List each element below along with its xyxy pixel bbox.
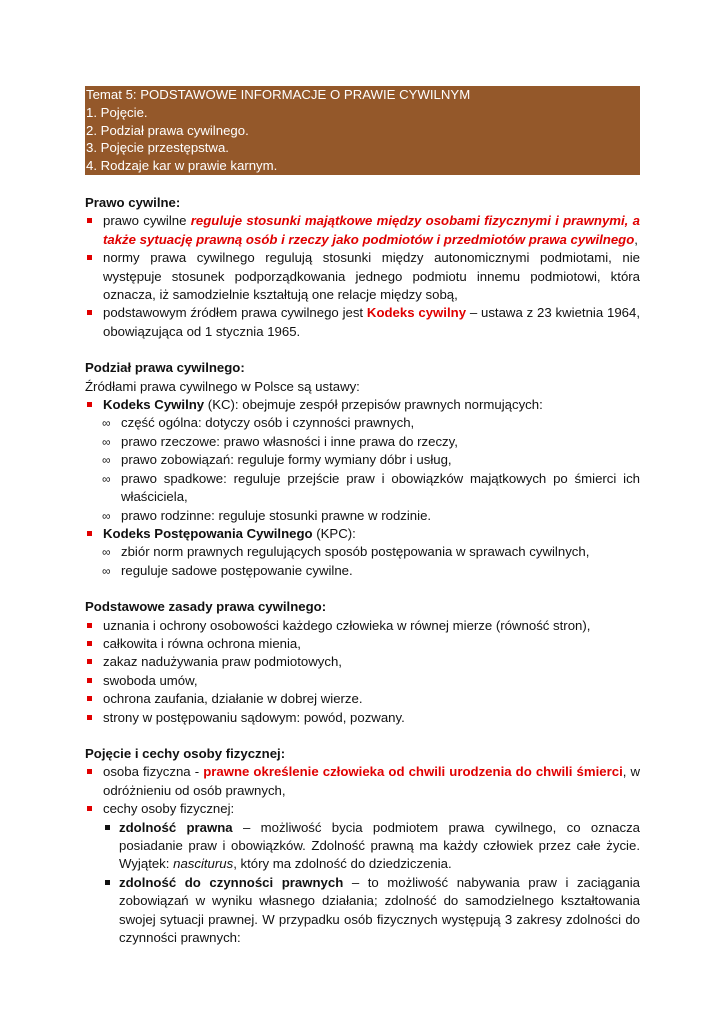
sub-list-item: ∞ prawo spadkowe: reguluje przejście praw i obowiązków majątkowych po śmierci ich właściciela,: [102, 470, 640, 505]
list-item: cechy osoby fizycznej:: [85, 800, 640, 818]
document-content: [85, 194, 640, 947]
list-item: swoboda umów,: [85, 672, 640, 690]
list-item: osoba fizyczna - prawne określenie człowieka od chwili urodzenia do chwili śmierci, w odróżnieniu od osób prawnych,: [85, 763, 640, 800]
list-item: zakaz nadużywania praw podmiotowych,: [85, 653, 640, 671]
sub-list-item: zdolność do czynności prawnych – to możliwość nabywania praw i zaciągania zobowiązań w wyniku własnego działania; zdolność do samodzielnego kształtowania swojej sytuacji prawnej. W przypadku osób fizycznych występują 3 zakresy zdolności do czynności prawnych:: [85, 874, 640, 948]
list-item: prawo cywilne reguluje stosunki majątkowe między osobami fizycznymi i prawnymi, a także sytuację prawną osób i rzeczy jako podmiotów i przedmiotów prawa cywilnego,: [85, 212, 640, 249]
topic-item: 2. Podział prawa cywilnego.: [86, 122, 249, 138]
topic-title: Temat 5: PODSTAWOWE INFORMACJE O PRAWIE CYWILNYM: [86, 87, 471, 102]
sub-list-item: zdolność prawna – możliwość bycia podmiotem prawa cywilnego, co oznacza posiadanie praw i obowiązków. Zdolność prawną ma każdy człowiek przez całe życie. Wyjątek: nasciturus, który ma zdolność do dziedziczenia.: [85, 819, 640, 874]
infinity-bullet-icon: ∞: [102, 416, 111, 431]
list-item-kpc: Kodeks Postępowania Cywilnego (KPC):: [85, 525, 640, 543]
topic-item: 3. Pojęcie przestępstwa.: [86, 140, 229, 156]
highlight-text: Kodeks cywilny: [366, 305, 467, 321]
list-item-kc: Kodeks Cywilny (KC): obejmuje zespół przepisów prawnych normujących:: [85, 396, 640, 414]
section-heading-prawo-cywilne: Prawo cywilne:: [85, 195, 181, 210]
infinity-bullet-icon: ∞: [102, 545, 111, 560]
list-item: normy prawa cywilnego regulują stosunki między autonomicznymi podmiotami, nie występuje stosunek podporządkowania jednego podmiotu innemu podmiotowi, która oznacza, iż samodzielnie kształtują one relacje między sobą,: [85, 249, 640, 304]
sub-list-item: ∞ część ogólna: dotyczy osób i czynności prawnych,: [85, 414, 640, 432]
sub-list-item: ∞ prawo rodzinne: reguluje stosunki prawne w rodzinie.: [85, 507, 640, 525]
infinity-bullet-icon: ∞: [102, 563, 111, 578]
sub-list-item: ∞ prawo zobowiązań: reguluje formy wymiany dóbr i usług,: [85, 451, 640, 469]
sub-list-item: ∞ prawo rzeczowe: prawo własności i inne prawa do rzeczy,: [85, 433, 640, 451]
infinity-bullet-icon: ∞: [102, 471, 111, 486]
list-item: ochrona zaufania, działanie w dobrej wierze.: [85, 690, 640, 708]
sub-list-item: ∞ reguluje sadowe postępowanie cywilne.: [85, 562, 640, 580]
highlight-text: reguluje stosunki majątkowe między osobami fizycznymi i prawnymi, a także sytuację prawną osób i rzeczy jako podmiotów i przedmiotów prawa cywilnego: [103, 213, 640, 247]
infinity-bullet-icon: ∞: [102, 508, 111, 523]
list-item: uznania i ochrony osobowości każdego człowieka w równej mierze (równość stron),: [85, 617, 640, 635]
infinity-bullet-icon: ∞: [102, 453, 111, 468]
list-item: podstawowym źródłem prawa cywilnego jest Kodeks cywilny – ustawa z 23 kwietnia 1964, obowiązująca od 1 stycznia 1965.: [85, 304, 640, 341]
highlight-text: prawne określenie człowieka od chwili urodzenia do chwili śmierci: [203, 764, 623, 780]
sub-list-item: ∞ zbiór norm prawnych regulujących sposób postępowania w sprawach cywilnych,: [85, 543, 640, 561]
intro-text: Źródłami prawa cywilnego w Polsce są ustawy:: [85, 378, 360, 394]
topic-item: 4. Rodzaje kar w prawie karnym.: [86, 158, 278, 174]
infinity-bullet-icon: ∞: [102, 434, 111, 449]
topic-box: [85, 86, 640, 175]
list-item: całkowita i równa ochrona mienia,: [85, 635, 640, 653]
section-heading-osoba-fizyczna: Pojęcie i cechy osoby fizycznej:: [85, 745, 286, 761]
section-heading-zasady: Podstawowe zasady prawa cywilnego:: [85, 599, 327, 615]
topic-item: 1. Pojęcie.: [86, 104, 148, 120]
list-item: strony w postępowaniu sądowym: powód, pozwany.: [85, 709, 640, 727]
section-heading-podzial: Podział prawa cywilnego:: [85, 360, 245, 376]
